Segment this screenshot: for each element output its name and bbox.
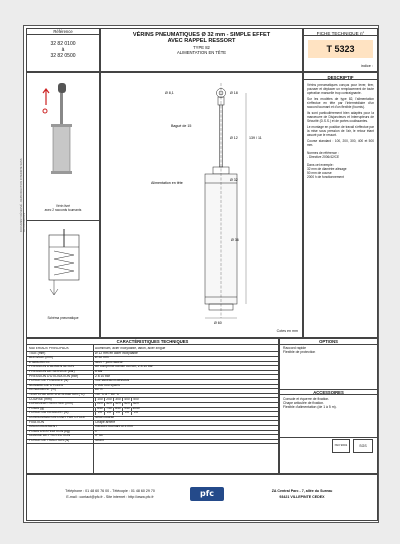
description-body (304, 80, 377, 179)
label-body: Ø 36 (231, 238, 239, 242)
options-title: OPTIONS (280, 339, 377, 345)
stroke-row-1-cell-3: 940 (122, 407, 131, 411)
spec-row-2-value: Ø 32 mm (95, 356, 109, 360)
spec-row-5-label: PRESSION DE SERVICE (bar) (29, 370, 75, 373)
footer-address-2: 93421 VILLEPINTE CEDEX (279, 495, 325, 499)
stroke-row-2-cell-4: 25 (131, 411, 140, 415)
type-line: TYPE 82 (193, 44, 210, 50)
technical-sheet (19, 25, 379, 523)
footer-phone: Téléphone : 01 48 60 76 00 - Télécopie : 01 48 60 29 70 (65, 489, 155, 493)
stroke-row-0-cell-1: 329 (104, 402, 113, 406)
stroke-header-cell-2: 300 (113, 398, 122, 402)
description-para-4: Le montage en position de travail s'effectue par la mise sous pression de l'air, le retour étant assuré par le ressort. (307, 125, 374, 137)
spec-row-4-value: Air comprimé lubrifié ou non, 2 à 10 bar (95, 365, 153, 369)
spec-row-4-label: PRESSION D'ALIMENTATION (29, 365, 74, 369)
tail-row-5-value: Néant (95, 439, 104, 442)
cylinder-photo-icon (27, 81, 101, 181)
label-chrome: Bagué de 15 (171, 124, 192, 128)
stroke-header-label: COURSE (mm) (29, 397, 52, 401)
stroke-header-cell-3: 400 (122, 398, 131, 402)
tail-row-4-value: IP 54 (95, 434, 103, 438)
reference-box (26, 28, 100, 72)
accessories-line-1: Console et équerre de fixation. (283, 397, 330, 401)
spec-row-5-value: 6 bar (95, 370, 103, 373)
stroke-row-2-cell-1: 25 (104, 411, 113, 415)
stroke-row-0-cell-4: 629 (131, 402, 140, 406)
fiche-box (303, 28, 378, 72)
label-bottom: Ø 60 (214, 321, 222, 325)
spec-row-6-label: PRESSION D'UTILISATION (bar) (29, 374, 78, 378)
label-eye: Ø 18 (230, 91, 238, 95)
spec-row-6-value: 2 à 10 bar (95, 374, 110, 378)
stroke-row-0-label: LONGUEUR RENTRÉE (mm) (29, 402, 73, 406)
fiche-label: FICHE TECHNIQUE n° (304, 29, 377, 36)
spec-row-10-label: TEMPÉRATURE D'UTILISATION (°C) (29, 393, 85, 396)
accessories-line-2: Chape articulée de fixation. (283, 400, 325, 405)
spec-row-3-value: NBR + joint racleur (95, 360, 123, 364)
accessories-line-3: Flexible d'alimentation (de 1 à 5 m). (283, 404, 337, 409)
reference-label: Référence (27, 29, 99, 35)
dimension-drawing (100, 72, 303, 338)
spec-row-1-label: TIGE (mm) (29, 351, 46, 355)
stroke-row-0-cell-2: 429 (113, 402, 122, 406)
stroke-row-2-label: FORCE DU RESSORT (N) (29, 411, 69, 415)
spec-row-10-value: -10 °C à + 60 °C (95, 393, 120, 396)
options-list (280, 345, 377, 357)
description-para-1: Vérins pneumatiques conçus pour lever, tirer, pousser et déplacer un remplacement de toute opération manuelle trop contraignante. (307, 83, 374, 95)
accessories-list (283, 398, 374, 410)
label-rod: Ø 12 (230, 136, 238, 140)
tail-row-2-value: Raccord tournant Ø 4 mm (95, 425, 133, 429)
spec-row-3-label: ÉTANCHÉITÉ (29, 360, 50, 364)
stroke-header-cell-1: 200 (104, 398, 113, 402)
label-tube: Ø 32 (230, 178, 238, 182)
brand-logo: pfc (190, 487, 224, 501)
ref-code-end: 32 82 0500 (50, 52, 76, 59)
stroke-row-2-cell-0: 25 (95, 411, 104, 415)
tail-row-3-label: POIDS D'EXPÉDITION (kg) (29, 429, 70, 433)
vertical-note: DOCUMENT RÉSERVÉ - REPRODUCTION INTERDITE SANS AUTORISATION (19, 158, 26, 233)
photo-caption: Vérin livré avec 2 raccords tournants (44, 204, 82, 212)
description-title: DESCRIPTIF (304, 73, 377, 80)
stroke-row-1-cell-1: 740 (104, 407, 113, 411)
label-rod-end: Ø 8,1 (165, 91, 174, 95)
cert-badge: SGS (353, 439, 373, 453)
title-box (100, 28, 303, 72)
indice-label: indice : (360, 64, 373, 68)
spec-row-9-label: RENDEMENT (%) (29, 388, 56, 392)
tail-row-1-label: FIXATION (29, 420, 44, 424)
tail-row-3-value: 1 (95, 429, 97, 433)
options-line-2: Flexible de protection (283, 349, 316, 354)
label-length: 139 / 11 (249, 136, 262, 140)
cylinder-drawing-icon (101, 73, 304, 339)
stroke-row-1-cell-4: 1040 (132, 406, 140, 410)
options-line-1: Raccord rapide (283, 346, 306, 350)
label-feed: Alimentation en tête (151, 181, 183, 185)
left-panel (26, 72, 100, 338)
footer-address-1: ZA Central Parc - 7, allée du Sureau (271, 489, 333, 493)
spec-row-0-label: MATÉRIAUX PRINCIPAUX (29, 347, 69, 350)
ref-code-to: à (61, 46, 65, 53)
footer-email: E-mail : contact@pfc.fr - Site internet : http://www.pfc.fr (66, 495, 154, 499)
spec-row-8-label: NOMBRE DE CYCLES (29, 383, 64, 387)
fiche-number: T 5323 (308, 40, 373, 58)
specs-table (26, 338, 279, 474)
normes-value: - Directive 2006/42/CE (307, 155, 340, 159)
tail-row-4-label: CLASSE DE PROTECTION (29, 434, 71, 438)
tail-row-0-label: CONSOMMATION D'AIR PAR CYCLE (29, 416, 86, 419)
spec-row-7-value: Voir tableau ci-dessous (95, 379, 130, 383)
tail-row-1-value: Chape arrière (95, 420, 116, 424)
stroke-row-0-cell-3: 529 (122, 402, 131, 406)
spec-row-0-value: Aluminium, acier inoxydable, laiton, acier zingué (95, 347, 166, 350)
tail-row-0-value: Selon course (95, 416, 115, 419)
spec-row-2-label: ALÉSAGE (mm) (29, 356, 53, 360)
stroke-header-cell-0: 100 (95, 398, 104, 402)
spec-row-1-value: Ø 12 mm en acier inoxydable (95, 351, 138, 355)
spec-row-9-value: 80 % (95, 388, 103, 392)
stroke-row-2-cell-3: 25 (122, 411, 131, 415)
normes-label: Normes de référence : (307, 151, 339, 155)
drawing-note: Cotes en mm (276, 328, 298, 333)
alim-line: ALIMENTATION EN TÊTE (176, 49, 227, 55)
iso-badge: ISO 9001 (332, 439, 350, 453)
tail-row-5-label: FORCE DE TRACTION (N) (29, 439, 70, 442)
description-para-5: Course standard : 100, 200, 300, 400 et 500 mm. (307, 139, 374, 147)
title-line-1: VÉRINS PNEUMATIQUES Ø 32 mm - SIMPLE EFFET (132, 32, 271, 38)
stroke-row-1-cell-2: 840 (113, 407, 122, 411)
options-example-label: Dans cet exemple : (307, 163, 335, 167)
specs-title: CARACTÉRISTIQUES TECHNIQUES (27, 339, 278, 345)
stroke-header-cell-4: 500 (131, 398, 140, 402)
title-line-2: AVEC RAPPEL RESSORT (167, 38, 236, 45)
footer (26, 474, 378, 521)
tail-row-2-label: RACCORDEMENT (29, 425, 58, 429)
options-example-2: 50 mm de course (307, 171, 332, 175)
options-accessories-panel (279, 338, 378, 474)
description-para-3: Ils sont particulièrement bien adaptés pour la manœuvre de Disjoncteurs et Interrupteurs de Sécurité (D.S.S.) et de portes coulissantes. (307, 111, 374, 123)
accessories-title: ACCESSOIRES (280, 389, 377, 395)
ref-code-start: 32 82 0100 (50, 41, 76, 47)
stroke-row-1-cell-0: 640 (95, 407, 104, 411)
stroke-row-1-label: POIDS (g) (29, 406, 45, 410)
pneumatic-scheme-icon (27, 225, 101, 305)
stroke-row-0-cell-0: 229 (95, 402, 104, 406)
scheme-caption: Schéma pneumatique (47, 316, 79, 320)
stroke-row-2-cell-2: 25 (113, 411, 122, 415)
options-example-3: 2000 h de fonctionnement (307, 175, 344, 179)
spec-row-7-label: FORCE DE POUSSÉE (N) (29, 379, 69, 383)
description-panel (303, 72, 378, 338)
spec-row-8-value: 1 000 000 cycles (95, 383, 120, 387)
options-example-1: 32 mm de diamètre alésage (307, 167, 347, 171)
description-para-2: Sur les modèles de type 82, l'alimentation s'effectue en tête par l'intermédiaire d'un raccord tournant et d'un flexible (fournis). (307, 97, 374, 109)
